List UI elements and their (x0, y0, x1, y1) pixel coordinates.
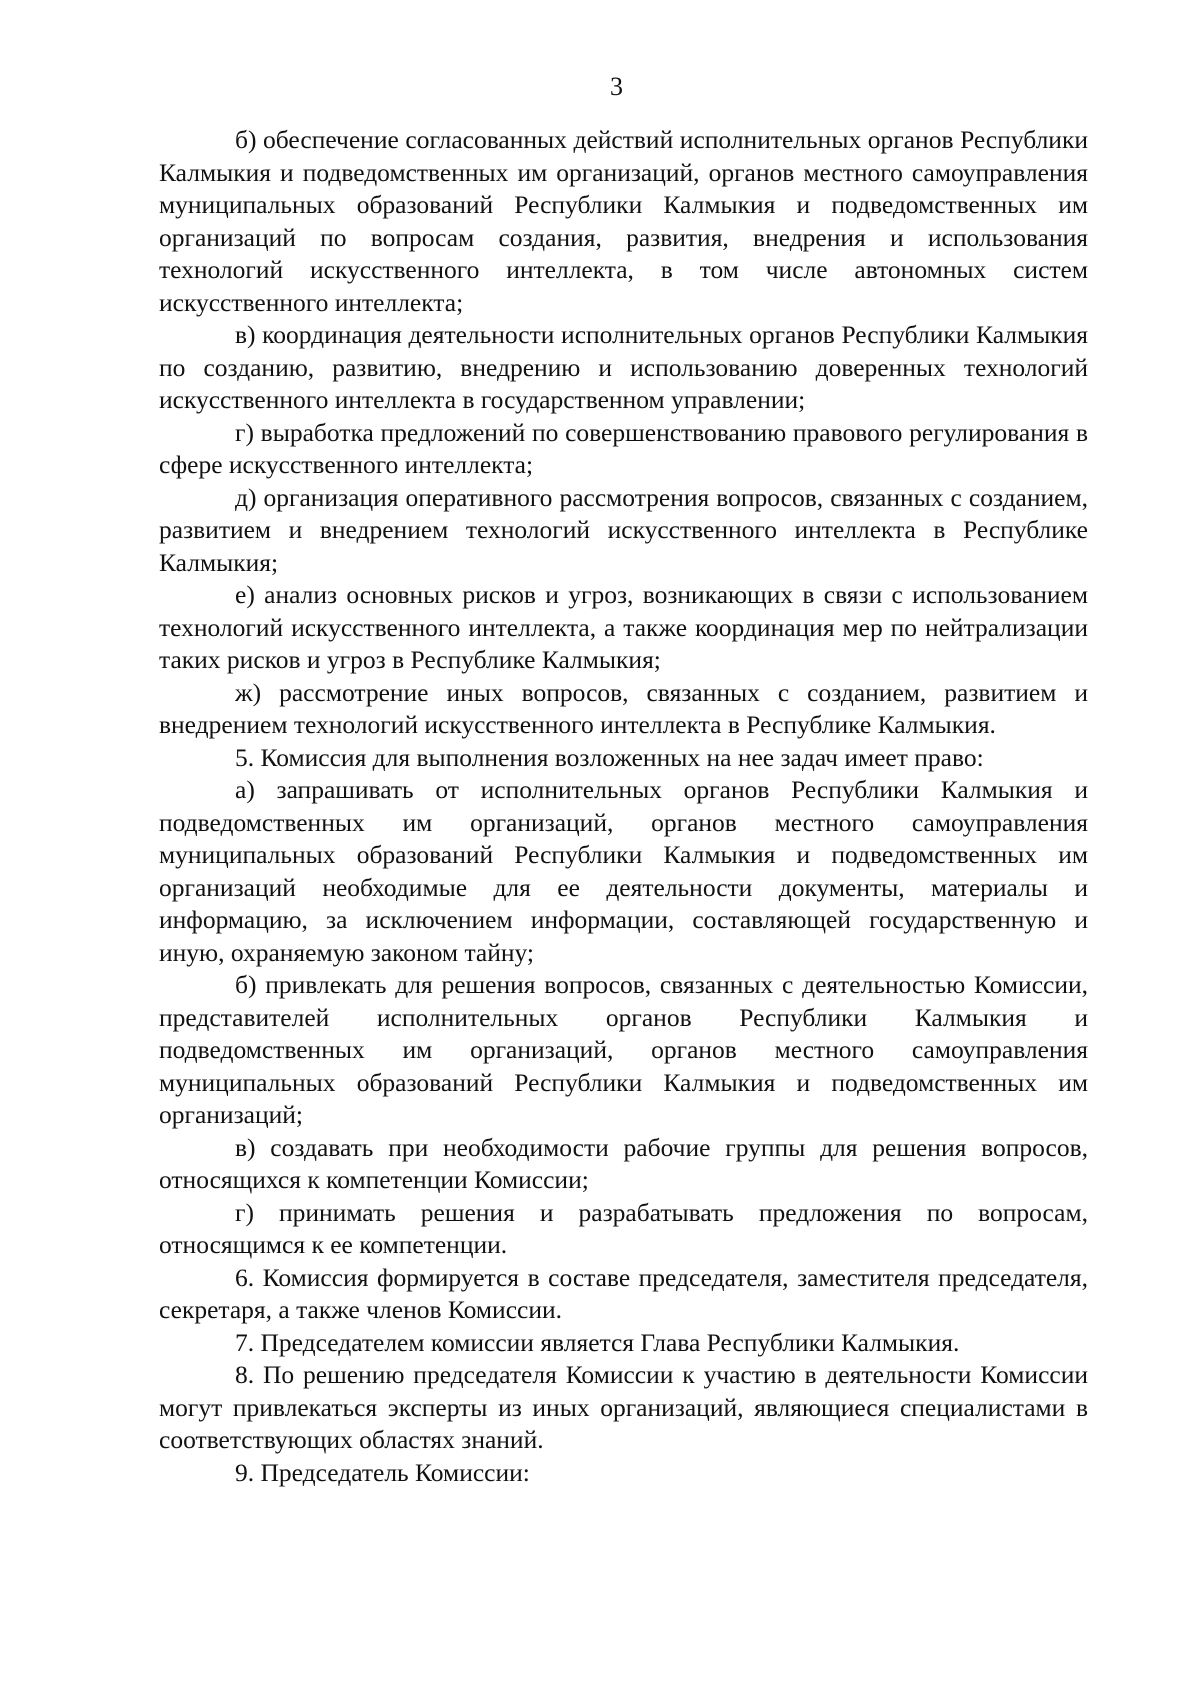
paragraph-5v: в) создавать при необходимости рабочие группы для решения вопросов, относящихся к компетенции Комиссии; (159, 1132, 1088, 1194)
paragraph-6: 6. Комиссия формируется в составе председателя, заместителя председателя, секретаря, а также членов Комиссии. (159, 1262, 1088, 1324)
page-number: 3 (610, 72, 623, 101)
paragraph-5g: г) принимать решения и разрабатывать предложения по вопросам, относящимся к ее компетенции. (159, 1197, 1088, 1259)
paragraph-5b: б) привлекать для решения вопросов, связанных с деятельностью Комиссии, представителей исполнительных органов Республики Калмыкия и подведомственных им организаций, органов местного самоуправления муниципальных образований Республики Калмыкия и подведомственных им организаций; (159, 970, 1088, 1129)
paragraph-4g: г) выработка предложений по совершенствованию правового регулирования в сфере искусственного интеллекта; (159, 417, 1088, 479)
paragraph-4b: б) обеспечение согласованных действий исполнительных органов Республики Калмыкия и подведомственных им организаций, органов местного самоуправления муниципальных образований Республики Калмыкия и подведомственных им организаций по вопросам создания, развития, внедрения и использования технологий искусственного интеллекта, в том числе автономных систем искусственного интеллекта; (159, 125, 1088, 317)
paragraph-8: 8. По решению председателя Комиссии к участию в деятельности Комиссии могут привлекаться эксперты из иных организаций, являющиеся специалистами в соответствующих областях знаний. (159, 1360, 1088, 1454)
paragraph-9: 9. Председатель Комиссии: (235, 1457, 530, 1487)
paragraph-4d: д) организация оперативного рассмотрения вопросов, связанных с созданием, развитием и внедрением технологий искусственного интеллекта в Республике Калмыкия; (159, 482, 1088, 577)
paragraph-4e: е) анализ основных рисков и угроз, возникающих в связи с использованием технологий искусственного интеллекта, а также координация мер по нейтрализации таких рисков и угроз в Республике Калмыкия; (159, 580, 1088, 674)
paragraph-7: 7. Председателем комиссии является Глава Республики Калмыкия. (235, 1327, 960, 1357)
paragraph-4v: в) координация деятельности исполнительных органов Республики Калмыкия по созданию, развитию, внедрению и использованию доверенных технологий искусственного интеллекта в государственном управлении; (159, 320, 1088, 414)
paragraph-5a: а) запрашивать от исполнительных органов Республики Калмыкия и подведомственных им организаций, органов местного самоуправления муниципальных образований Республики Калмыкия и подведомственных им организаций необходимые для ее деятельности документы, материалы и информацию, за исключением информации, составляющей государственную и иную, охраняемую законом тайну; (159, 775, 1088, 967)
paragraph-4zh: ж) рассмотрение иных вопросов, связанных с созданием, развитием и внедрением технологий искусственного интеллекта в Республике Калмыкия. (159, 677, 1088, 739)
paragraph-5: 5. Комиссия для выполнения возложенных на нее задач имеет право: (235, 742, 984, 772)
document-body (159, 124, 1088, 1489)
